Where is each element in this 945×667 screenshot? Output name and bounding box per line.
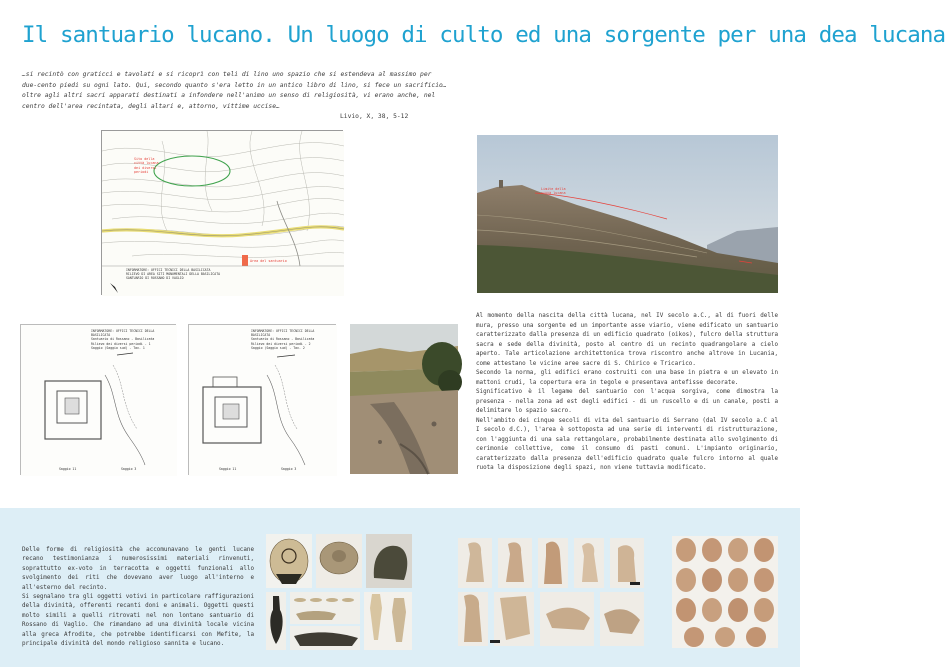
landscape-photo (477, 135, 778, 293)
main-body-text (476, 312, 778, 474)
map-label-sanctuary: Area del santuario (250, 259, 287, 263)
body-paragraph: Secondo la norma, gli edifici erano costruiti con una base in pietra e un elevato in mattoni crudi, la copertura era in tegole e presentava antefisse decorate. (476, 370, 778, 386)
map-legend: INFORMATORE: UFFICI TECNICI DELLA BASILICATA RILIEVO DI AREA SITI MONUMENTALI DELLA BASILICATA SANTUARIO DI ROSSANO DI VAGLIO (126, 268, 221, 281)
landscape-label: Limite della città lucana (541, 187, 566, 196)
excavation-photo (350, 324, 458, 474)
finds-paragraph: Delle forme di religiosità che accomunavano le genti lucane recano testimonianza i numerosissimi materiali rinvenuti, soprattutto ex-voto in terracotta e oggetti funzionali allo svolgimento dei riti che dovevano aver luogo all'interno e all'esterno del recinto. (22, 547, 254, 591)
map-label-city: Sito della città lucana dei diversi periodi (134, 157, 159, 175)
livy-quote: …si recintò con graticci e tavolati e si ricoprì con teli di lino uno spazio che si estendeva al massimo per due-cento piedi su ogni lato. Qui, secondo quanto s'era letto in un antico libro di lino, si fece un sacrificio…oltre agli altri sacri apparati destinati a infondere nell'animo un senso di religiosità, vi erano anche, nel centro dell'area recintata, degli altari e, attorno, vittime uccise… (22, 71, 447, 110)
body-paragraph: Al momento della nascita della città lucana, nel IV secolo a.C., al di fuori delle mura, presso una sorgente ed un importante asse viario, viene edificato un santuario caratterizzato dalla presenza di un edificio quadrato (oikos), fulcro della struttura sacra e sede della divinità, posto al centro di un recinto quadrangolare a cielo aperto. Tale articolazione architettonica trova riscontro anche altrove in Lucania, come attestano le vicine aree sacre di S. Chirico e Tricarico. (476, 313, 778, 367)
finds-text (22, 546, 254, 649)
plan-1-caption-right: Saggio 3 (121, 467, 137, 471)
body-paragraph: Nell'ambito dei cinque secoli di vita del santuario di Serrano (dal IV secolo a.C al I secolo d.C.), l'area è sottoposta ad una serie di interventi di ristrutturazione, con l'aggiunta di una sala rettangolare, probabilmente destinata allo svolgimento di cerimonie collettive, come il consumo di pasti comuni. L'impianto originario, caratterizzato dalla presenza dell'edificio quadrato quale fulcro intorno al quale ruota la disposizione degli spazi, non viene tuttavia modificato. (476, 417, 778, 471)
plan-2-caption-right: Saggio 3 (281, 467, 297, 471)
topographic-map (101, 130, 343, 295)
plan-1-header: INFORMATORE: UFFICI TECNICI DELLA BASILICATA Santuario di Rossano - Basilicata Rilievo dei diversi periodi - 1 Saggio (Saggio sud) - Tav. 1 (91, 329, 155, 350)
site-plan-1 (20, 324, 176, 475)
site-plan-2 (188, 324, 336, 475)
finds-photos-vessels (266, 534, 412, 650)
quote-source: Livio, X, 38, 5-12 (340, 113, 409, 120)
finds-paragraph: Si segnalano tra gli oggetti votivi in particolare raffigurazioni della divinità, offerenti recanti doni e animali. Oggetti questi molto simili a quelli ritrovati nel non lontano santuario di Rossano di Vaglio. Che rimandano ad una divinità locale vicina alla greca Afrodite, che potrebbe identificarsi con Mefite, la principale divinità del mondo religioso sannita e lucano. (22, 594, 254, 648)
finds-photos-heads (670, 534, 780, 650)
plan-1-caption-left: Saggio 11 (59, 467, 77, 471)
plan-2-header: INFORMATORE: UFFICI TECNICI DELLA BASILICATA Santuario di Rossano - Basilicata Rilievo dei diversi periodi - 2 Saggio (Saggio sud) - Tav. 2 (251, 329, 315, 350)
page-title: Il santuario lucano. Un luogo di culto ed una sorgente per una dea lucana (22, 22, 945, 48)
body-paragraph: Significativo è il legame del santuario con l'acqua sorgiva, come dimostra la presenza - nella zona ad est degli edifici - di un ruscello e di un canale, posti a delimitare lo spazio sacro. (476, 389, 778, 414)
plan-2-caption-left: Saggio 11 (219, 467, 237, 471)
finds-photos-statuettes (454, 534, 648, 650)
